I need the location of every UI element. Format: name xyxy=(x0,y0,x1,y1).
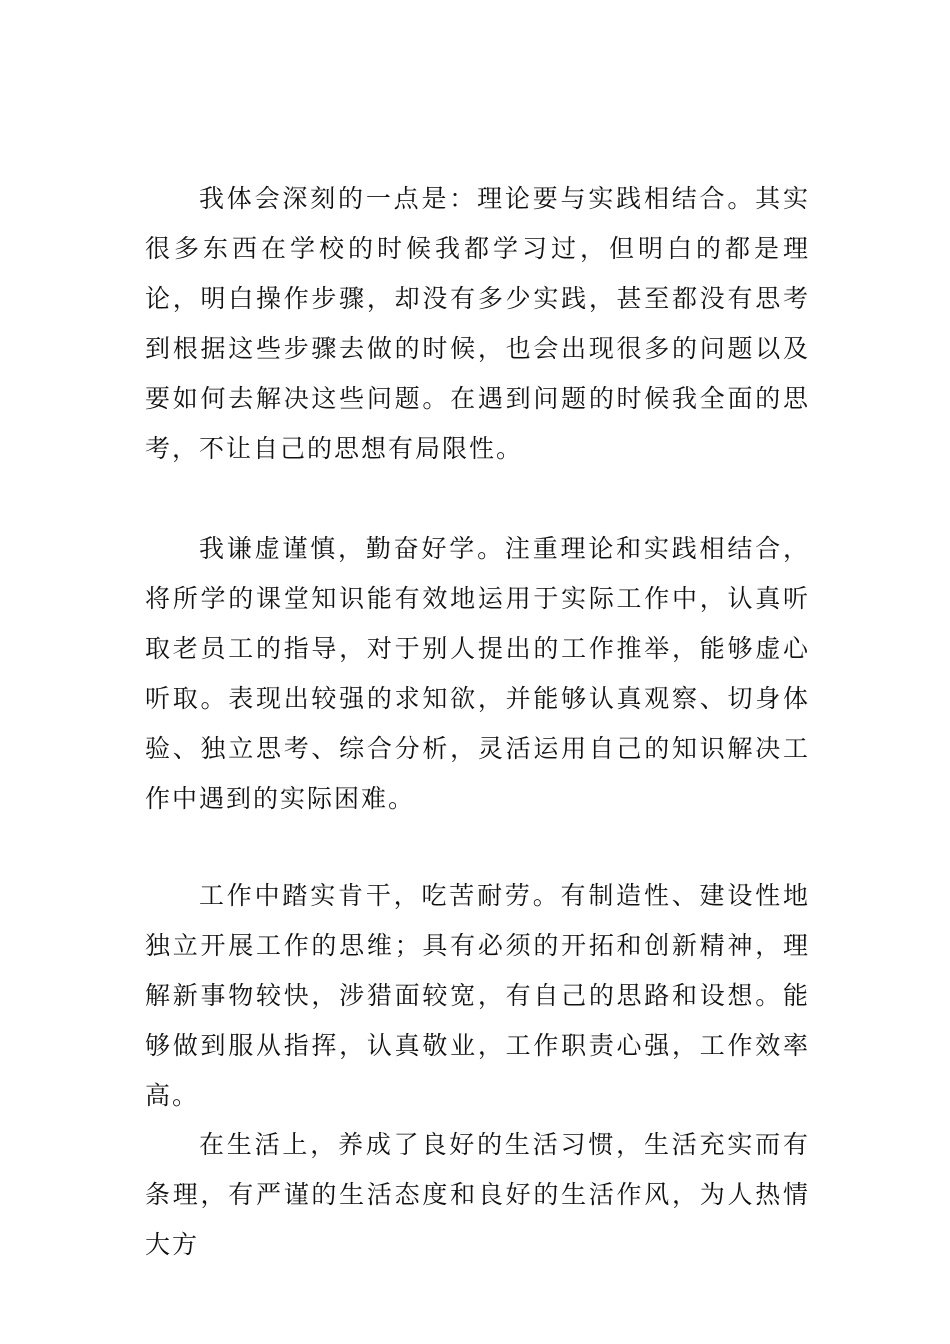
paragraph-1: 我体会深刻的一点是：理论要与实践相结合。其实很多东西在学校的时候我都学习过，但明白的都是理论，明白操作步骤，却没有多少实践，甚至都没有思考到根据这些步骤去做的时候，也会出现很多的问题以及要如何去解决这些问题。在遇到问题的时候我全面的思考，不让自己的思想有局限性。 xyxy=(145,184,810,463)
paragraph-4: 在生活上，养成了良好的生活习惯，生活充实而有条理，有严谨的生活态度和良好的生活作风，为人热情大方 xyxy=(145,1130,810,1259)
paragraph-3: 工作中踏实肯干，吃苦耐劳。有制造性、建设性地独立开展工作的思维；具有必须的开拓和创新精神，理解新事物较快，涉猎面较宽，有自己的思路和设想。能够做到服从指挥，认真敬业，工作职责心强，工作效率高。 xyxy=(145,881,810,1110)
paragraph-2: 我谦虚谨慎，勤奋好学。注重理论和实践相结合，将所学的课堂知识能有效地运用于实际工作中，认真听取老员工的指导，对于别人提出的工作推举，能够虚心听取。表现出较强的求知欲，并能够认真观察、切身体验、独立思考、综合分析，灵活运用自己的知识解决工作中遇到的实际困难。 xyxy=(145,534,810,813)
